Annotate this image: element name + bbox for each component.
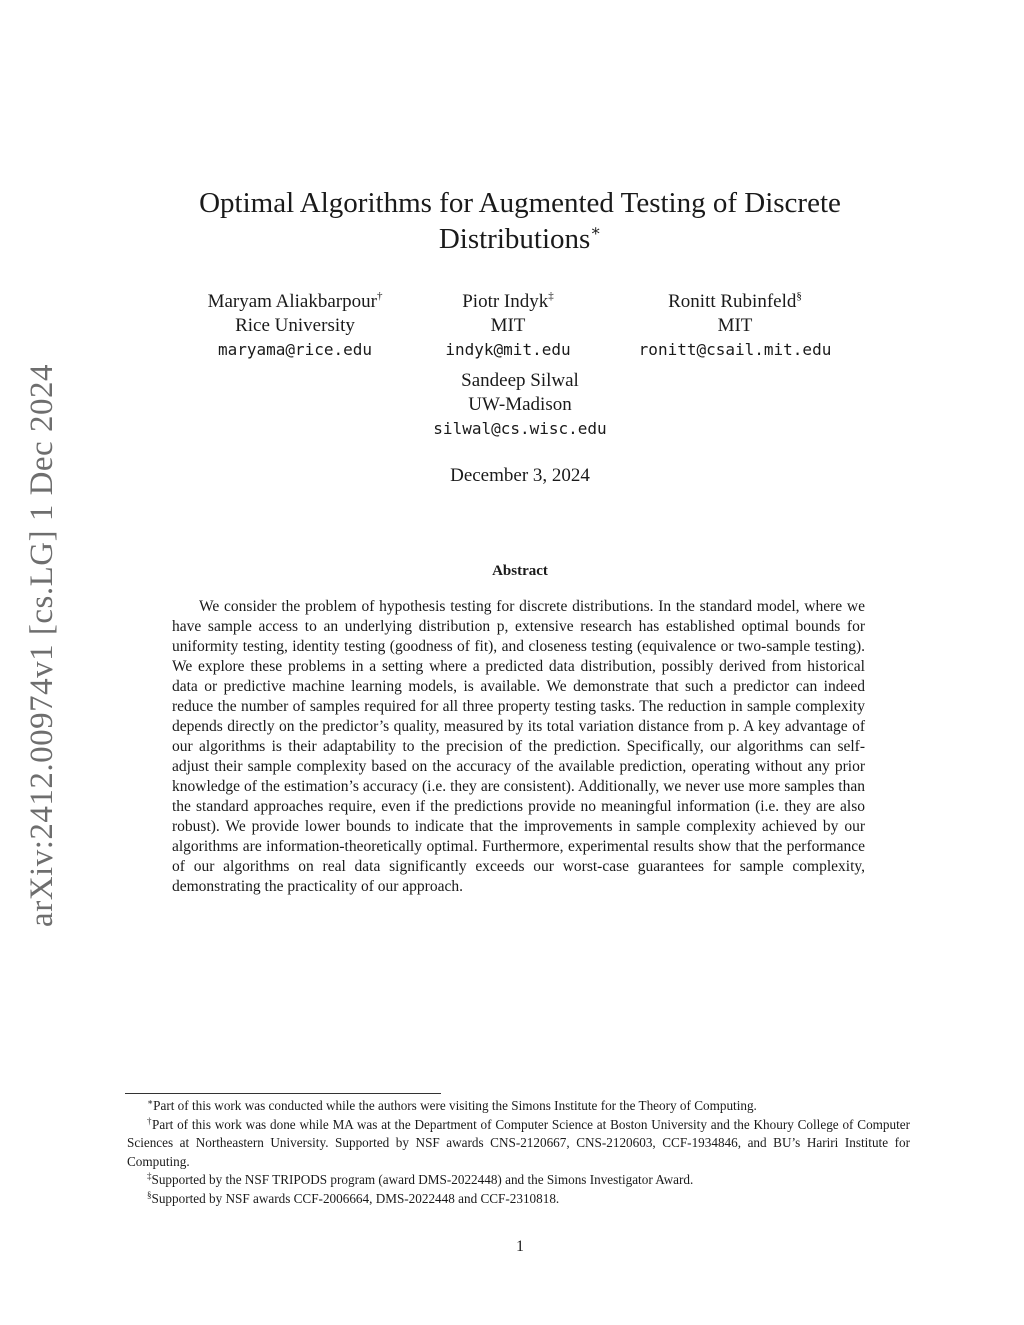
footnote-divider xyxy=(125,1093,441,1094)
author-footnote-mark: § xyxy=(796,290,802,302)
author-affiliation: MIT xyxy=(717,315,753,336)
footnote-text: Supported by NSF awards CCF-2006664, DMS-2022448 and CCF-2310818. xyxy=(151,1190,560,1206)
author-email[interactable]: indyk@mit.edu xyxy=(445,340,571,359)
abstract-text: We consider the problem of hypothesis testing for discrete distributions. In the standard model, where we have sample access to an underlying distribution p, extensive research has established optimal bounds for uniformity testing, identity testing (goodness of fit), and closeness testing (equivalence or two-sample testing). We explore these problems in a setting where a predicted data distribution, possibly derived from historical data or predictive machine learning models, is available. We demonstrate that such a predictor can indeed reduce the number of samples required for all three property testing tasks. The reduction in sample complexity depends directly on the predictor’s quality, measured by its total variation distance from p. A key advantage of our algorithms is their adaptability to the precision of the prediction. Specifically, our algorithms can self-adjust their sample complexity based on the accuracy of the available prediction, operating without any prior knowledge of the estimation’s accuracy (i.e. they are consistent). Additionally, we never use more samples than the standard approaches require, even if the predictions provide no meaningful information (i.e. they are also robust). We provide lower bounds to indicate that the improvements in sample complexity achieved by our algorithms are information-theoretically optimal. Furthermore, experimental results show that the performance of our algorithms on real data significantly exceeds our worst-case guarantees for sample complexity, demonstrating the practicality of our approach. xyxy=(172,598,865,895)
title-footnote-mark: ∗ xyxy=(590,223,602,240)
author-email[interactable]: silwal@cs.wisc.edu xyxy=(433,419,607,438)
author-name: Ronitt Rubinfeld xyxy=(668,291,797,312)
author-affiliation: MIT xyxy=(490,315,526,336)
footnote xyxy=(127,1190,910,1209)
arxiv-identifier: arXiv:2412.00974v1 [cs.LG] 1 Dec 2024 xyxy=(23,363,60,927)
footnote-mark: ‡ xyxy=(147,1171,152,1181)
footnote xyxy=(127,1097,910,1116)
author-block xyxy=(410,369,630,441)
publication-date: December 3, 2024 xyxy=(450,465,590,486)
author-footnote-mark: † xyxy=(376,290,383,302)
author-footnote-mark: ‡ xyxy=(548,290,554,302)
author-block xyxy=(418,290,598,362)
author-email[interactable]: maryama@rice.edu xyxy=(217,340,373,359)
page-number: 1 xyxy=(516,1238,524,1255)
footnote-mark: § xyxy=(147,1189,152,1200)
author-block xyxy=(190,290,400,362)
footnote-text: Part of this work was done while MA was at the Department of Computer Science at Boston University and the Khoury College of Computer Sciences at Northeastern University. Supported by NSF awards CNS-2120667, CNS-2120603, CCF-1934846, and BU’s Hariri Institute for Computing. xyxy=(127,1116,911,1169)
footnote-mark: † xyxy=(147,1115,153,1126)
title-line-1: Optimal Algorithms for Augmented Testing of Discrete xyxy=(199,187,841,219)
footnote-mark: ∗ xyxy=(147,1097,154,1107)
author-name: Sandeep Silwal xyxy=(461,370,579,391)
author-block xyxy=(610,290,860,362)
arxiv-sidebar-stamp xyxy=(22,360,62,930)
author-name: Piotr Indyk xyxy=(462,291,549,312)
title-line-2: Distributions xyxy=(438,223,591,255)
footnote xyxy=(127,1116,910,1172)
footnote-text: Part of this work was conducted while the authors were visiting the Simons Institute for the Theory of Computing. xyxy=(153,1098,757,1113)
footnote xyxy=(127,1171,910,1190)
author-email[interactable]: ronitt@csail.mit.edu xyxy=(638,340,832,359)
abstract-heading: Abstract xyxy=(492,563,548,579)
author-affiliation: UW-Madison xyxy=(468,394,572,415)
footnote-text: Supported by the NSF TRIPODS program (award DMS-2022448) and the Simons Investigator Award. xyxy=(151,1172,694,1187)
footnotes xyxy=(127,1097,910,1208)
paper-title xyxy=(150,185,890,257)
author-name: Maryam Aliakbarpour xyxy=(207,291,377,312)
author-affiliation: Rice University xyxy=(235,315,355,336)
